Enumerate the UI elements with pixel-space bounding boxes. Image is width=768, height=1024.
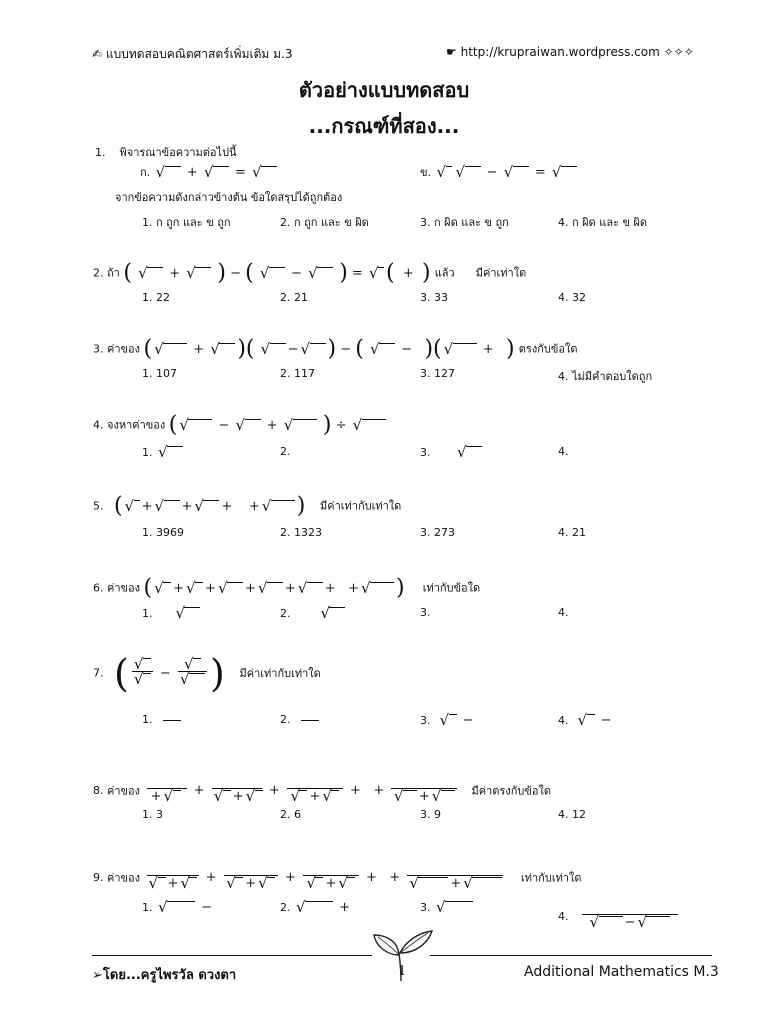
q6-option-4[interactable]: 4. bbox=[558, 606, 569, 619]
q1-stem bbox=[95, 143, 237, 161]
q9-lead: ค่าของ bbox=[107, 871, 141, 885]
q9-option-3[interactable] bbox=[420, 900, 475, 916]
q4-expression: (√ − √ + √ ) ÷ √ bbox=[169, 418, 388, 433]
page-subtitle: ...กรณฑ์ที่สอง... bbox=[308, 114, 460, 138]
q4-lead: จงหาค่าของ bbox=[107, 418, 166, 432]
q4-number: 4. bbox=[93, 418, 104, 432]
q2-option-2[interactable]: 2. 21 bbox=[280, 291, 308, 304]
q1-option-3[interactable]: 3. ก ผิด และ ข ถูก bbox=[420, 216, 509, 229]
header-right bbox=[446, 45, 694, 59]
q8-number: 8. bbox=[93, 784, 104, 797]
q9-option-3-label: 3. bbox=[420, 901, 431, 914]
q1-a-expression: √ + √ = √ bbox=[154, 165, 279, 180]
q5-option-4[interactable]: 4. 21 bbox=[558, 526, 586, 539]
q5-option-1[interactable]: 1. 3969 bbox=[142, 526, 184, 539]
q8-stem bbox=[93, 774, 551, 807]
q7-option-2-label: 2. bbox=[280, 713, 291, 726]
q8-lead: ค่าของ bbox=[107, 784, 141, 798]
q3-option-2[interactable]: 2. 117 bbox=[280, 367, 315, 380]
q1-statement: จากข้อความดังกล่าวข้างต้น ข้อใดสรุปได้ถูกต้อง bbox=[115, 191, 343, 204]
q6-option-2-label: 2. bbox=[280, 607, 291, 620]
q1-stem-text: พิจารณาข้อความต่อไปนี้ bbox=[119, 146, 237, 159]
q5-option-2[interactable]: 2. 1323 bbox=[280, 526, 322, 539]
q3-ask: ตรงกับข้อใด bbox=[518, 342, 578, 356]
q6-lead: ค่าของ bbox=[107, 581, 141, 595]
q9-option-4[interactable]: 4. √ −√ bbox=[558, 900, 681, 933]
q9-option-2[interactable]: 2. √ + bbox=[280, 900, 350, 916]
footer-course: Additional Mathematics M.3 bbox=[524, 964, 719, 980]
q2-expression: ( √ + √ ) − ( √ − √ ) = √ ( + ) bbox=[123, 266, 434, 281]
q1-option-2[interactable]: 2. ก ถูก และ ข ผิด bbox=[280, 216, 369, 229]
q7-option-3-label: 3. bbox=[420, 714, 431, 727]
q6-stem bbox=[93, 577, 480, 599]
q3-number: 3. bbox=[93, 342, 104, 356]
q9-option-4-label: 4. bbox=[558, 910, 569, 923]
q8-ask: มีค่าตรงกับข้อใด bbox=[471, 784, 551, 798]
q6-option-1-label: 1. bbox=[142, 607, 153, 620]
q4-option-4[interactable]: 4. bbox=[558, 445, 569, 458]
q7-expression: ( √ √ − √ √ ) bbox=[114, 666, 229, 681]
q6-expression: (√ +√ +√ +√ +√ + +√ ) bbox=[144, 581, 409, 596]
q4-stem bbox=[93, 414, 388, 436]
q7-ask: มีค่าเท่ากับเท่าใด bbox=[239, 667, 321, 680]
header-left-text: แบบทดสอบคณิตศาสตร์เพิ่มเติม ม.3 bbox=[105, 47, 293, 61]
q8-option-4[interactable]: 4. 12 bbox=[558, 808, 586, 821]
q4-option-3[interactable] bbox=[420, 445, 484, 461]
q1-statement-b bbox=[420, 163, 579, 181]
q1-b-label: ข. bbox=[420, 166, 432, 179]
q1-number: 1. bbox=[95, 146, 106, 159]
q5-ask: มีค่าเท่ากับเท่าใด bbox=[319, 499, 402, 513]
q7-stem bbox=[93, 651, 321, 695]
q7-option-3[interactable]: 3. √ − bbox=[420, 713, 474, 729]
q6-ask: เท่ากับข้อใด bbox=[422, 581, 481, 595]
q3-option-3[interactable]: 3. 127 bbox=[420, 367, 455, 380]
header-url[interactable]: http://krupraiwan.wordpress.com bbox=[460, 45, 660, 59]
q6-option-3[interactable]: 3. bbox=[420, 606, 431, 619]
q7-option-1[interactable] bbox=[142, 713, 181, 726]
star-icons: ✧✧✧ bbox=[663, 45, 694, 59]
q3-option-1[interactable]: 1. 107 bbox=[142, 367, 177, 380]
q2-option-1[interactable]: 1. 22 bbox=[142, 291, 170, 304]
q4-option-2[interactable]: 2. bbox=[280, 445, 291, 458]
q8-option-1[interactable]: 1. 3 bbox=[142, 808, 163, 821]
q4-option-1[interactable] bbox=[142, 445, 185, 461]
q2-tail: แล้ว bbox=[434, 266, 455, 280]
q5-option-3[interactable]: 3. 273 bbox=[420, 526, 455, 539]
q8-option-3[interactable]: 3. 9 bbox=[420, 808, 441, 821]
q6-number: 6. bbox=[93, 581, 104, 595]
q7-number: 7. bbox=[93, 666, 104, 680]
q1-option-4[interactable]: 4. ก ผิด และ ข ผิด bbox=[558, 216, 648, 229]
footer-author bbox=[92, 964, 236, 985]
q9-expression: √ +√ + √ +√ + √ +√ + + √ +√ bbox=[144, 870, 511, 885]
footer-author-text: โดย...ครูไพรวัล ดวงตา bbox=[102, 968, 237, 983]
q2-ask: มีค่าเท่าใด bbox=[475, 266, 527, 280]
q5-expression: (√ +√ +√ + +√ ) bbox=[114, 499, 309, 514]
q9-option-1-label: 1. bbox=[142, 901, 153, 914]
q1-option-1[interactable]: 1. ก ถูก และ ข ถูก bbox=[142, 216, 231, 229]
q7-option-1-label: 1. bbox=[142, 713, 153, 726]
q2-option-4[interactable]: 4. 32 bbox=[558, 291, 586, 304]
q9-stem bbox=[93, 861, 582, 894]
q3-lead: ค่าของ bbox=[107, 342, 141, 356]
q9-number: 9. bbox=[93, 871, 104, 884]
q2-number: 2. bbox=[93, 266, 104, 280]
header-left bbox=[92, 45, 292, 64]
q5-stem bbox=[93, 495, 401, 517]
q9-option-1[interactable]: 1. √ − bbox=[142, 900, 212, 916]
footer-rule-right bbox=[430, 955, 712, 956]
q7-option-4[interactable]: 4. √ − bbox=[558, 713, 612, 729]
pointer-icon: ☛ bbox=[446, 45, 457, 59]
q3-option-4[interactable]: 4. ไม่มีคำตอบใดถูก bbox=[558, 370, 653, 383]
footer-rule-left bbox=[92, 955, 372, 956]
q4-option-3-label: 3. bbox=[420, 446, 431, 459]
q8-expression: +√ + √ +√ + √ +√ + + √ +√ bbox=[144, 783, 465, 798]
q6-option-1[interactable] bbox=[142, 606, 202, 622]
q1-a-label: ก. bbox=[140, 166, 151, 179]
q8-option-2[interactable]: 2. 6 bbox=[280, 808, 301, 821]
q1-b-expression: √ √ − √ = √ bbox=[435, 165, 579, 180]
arrow-icon: ➢ bbox=[92, 968, 103, 983]
q7-option-2[interactable] bbox=[280, 713, 319, 726]
q1-statement-a bbox=[140, 163, 279, 181]
q9-ask: เท่ากับเท่าใด bbox=[520, 871, 582, 885]
q7-option-4-label: 4. bbox=[558, 714, 569, 727]
q2-option-3[interactable]: 3. 33 bbox=[420, 291, 448, 304]
q2-lead: ถ้า bbox=[107, 266, 120, 280]
q9-option-2-label: 2. bbox=[280, 901, 291, 914]
q3-stem bbox=[93, 338, 578, 360]
q4-option-1-label: 1. bbox=[142, 446, 153, 459]
pencil-icon: ✍ bbox=[92, 47, 103, 61]
page-number: 1 bbox=[398, 964, 407, 979]
page-title: ตัวอย่างแบบทดสอบ bbox=[298, 78, 470, 102]
q3-expression: (√ + √ )( √ −√ ) − ( √ − )(√ + ) bbox=[144, 342, 519, 357]
q5-number: 5. bbox=[93, 499, 104, 513]
q6-option-2[interactable] bbox=[280, 606, 347, 622]
q2-stem bbox=[93, 262, 526, 284]
